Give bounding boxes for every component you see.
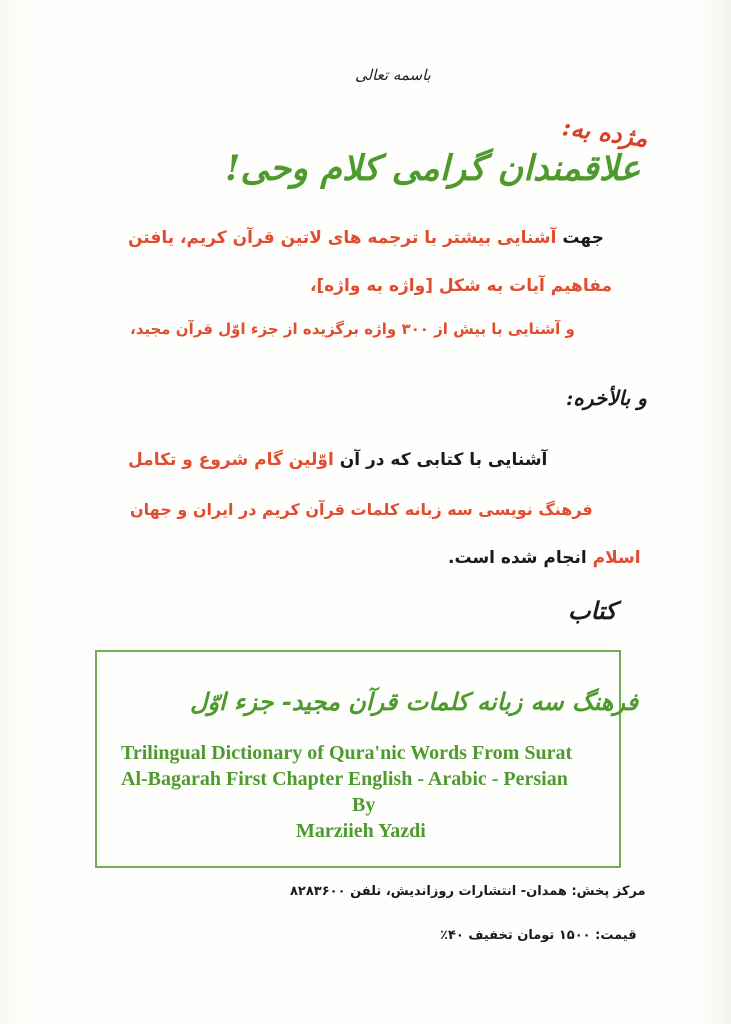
- book-author: Marziieh Yazdi: [296, 820, 426, 842]
- paragraph-line-1-rest: آشنایی بیشتر با ترجمه های لاتین قرآن کریم، یافتن: [128, 228, 557, 248]
- headline: علاقمندان گرامی کلام وحی!: [225, 148, 641, 189]
- paragraph-line-6: [448, 548, 641, 568]
- paragraph-line-5: فرهنگ نویسی سه زبانه کلمات قرآن کریم در ایران و جهان: [130, 500, 593, 519]
- bismillah-heading: باسمه تعالی: [355, 66, 431, 84]
- book-title-english-line-1: Trilingual Dictionary of Qura'nic Words From Surat: [121, 742, 573, 764]
- book-title-english-line-2: Al-Bagarah First Chapter English - Arabic - Persian: [121, 768, 568, 790]
- paragraph-line-1-lead: جهت: [562, 228, 604, 248]
- book-title-persian: فرهنگ سه زبانه کلمات قرآن مجید- جزء اوّل: [190, 687, 639, 716]
- paragraph-line-1: [128, 228, 604, 248]
- paragraph-line-3: و آشنایی با بیش از ۳۰۰ واژه برگزیده از جزء اوّل قرآن مجید،: [130, 320, 575, 338]
- tiding-label: مژده به:: [560, 112, 650, 153]
- paragraph-line-2: مفاهیم آیات به شکل [واژه به واژه]،: [310, 276, 612, 296]
- paragraph-line-6-rest: انجام شده است.: [448, 548, 587, 568]
- book-by-label: By: [352, 794, 376, 816]
- book-label: کتاب: [568, 596, 617, 625]
- paragraph-line-4-rest: اوّلین گام شروع و تکامل: [128, 450, 334, 470]
- price-info: قیمت: ۱۵۰۰ تومان تخفیف ۴۰٪: [440, 928, 637, 943]
- paragraph-line-4: [128, 450, 547, 470]
- distribution-info: مرکز پخش: همدان- انتشارات روزاندیش، تلفن ۸۲۸۳۶۰۰: [290, 884, 646, 899]
- paragraph-line-6-lead: اسلام: [592, 548, 641, 568]
- paragraph-line-4-lead: آشنایی با کتابی که در آن: [339, 450, 548, 470]
- finally-label: و بالأخره:: [566, 386, 647, 410]
